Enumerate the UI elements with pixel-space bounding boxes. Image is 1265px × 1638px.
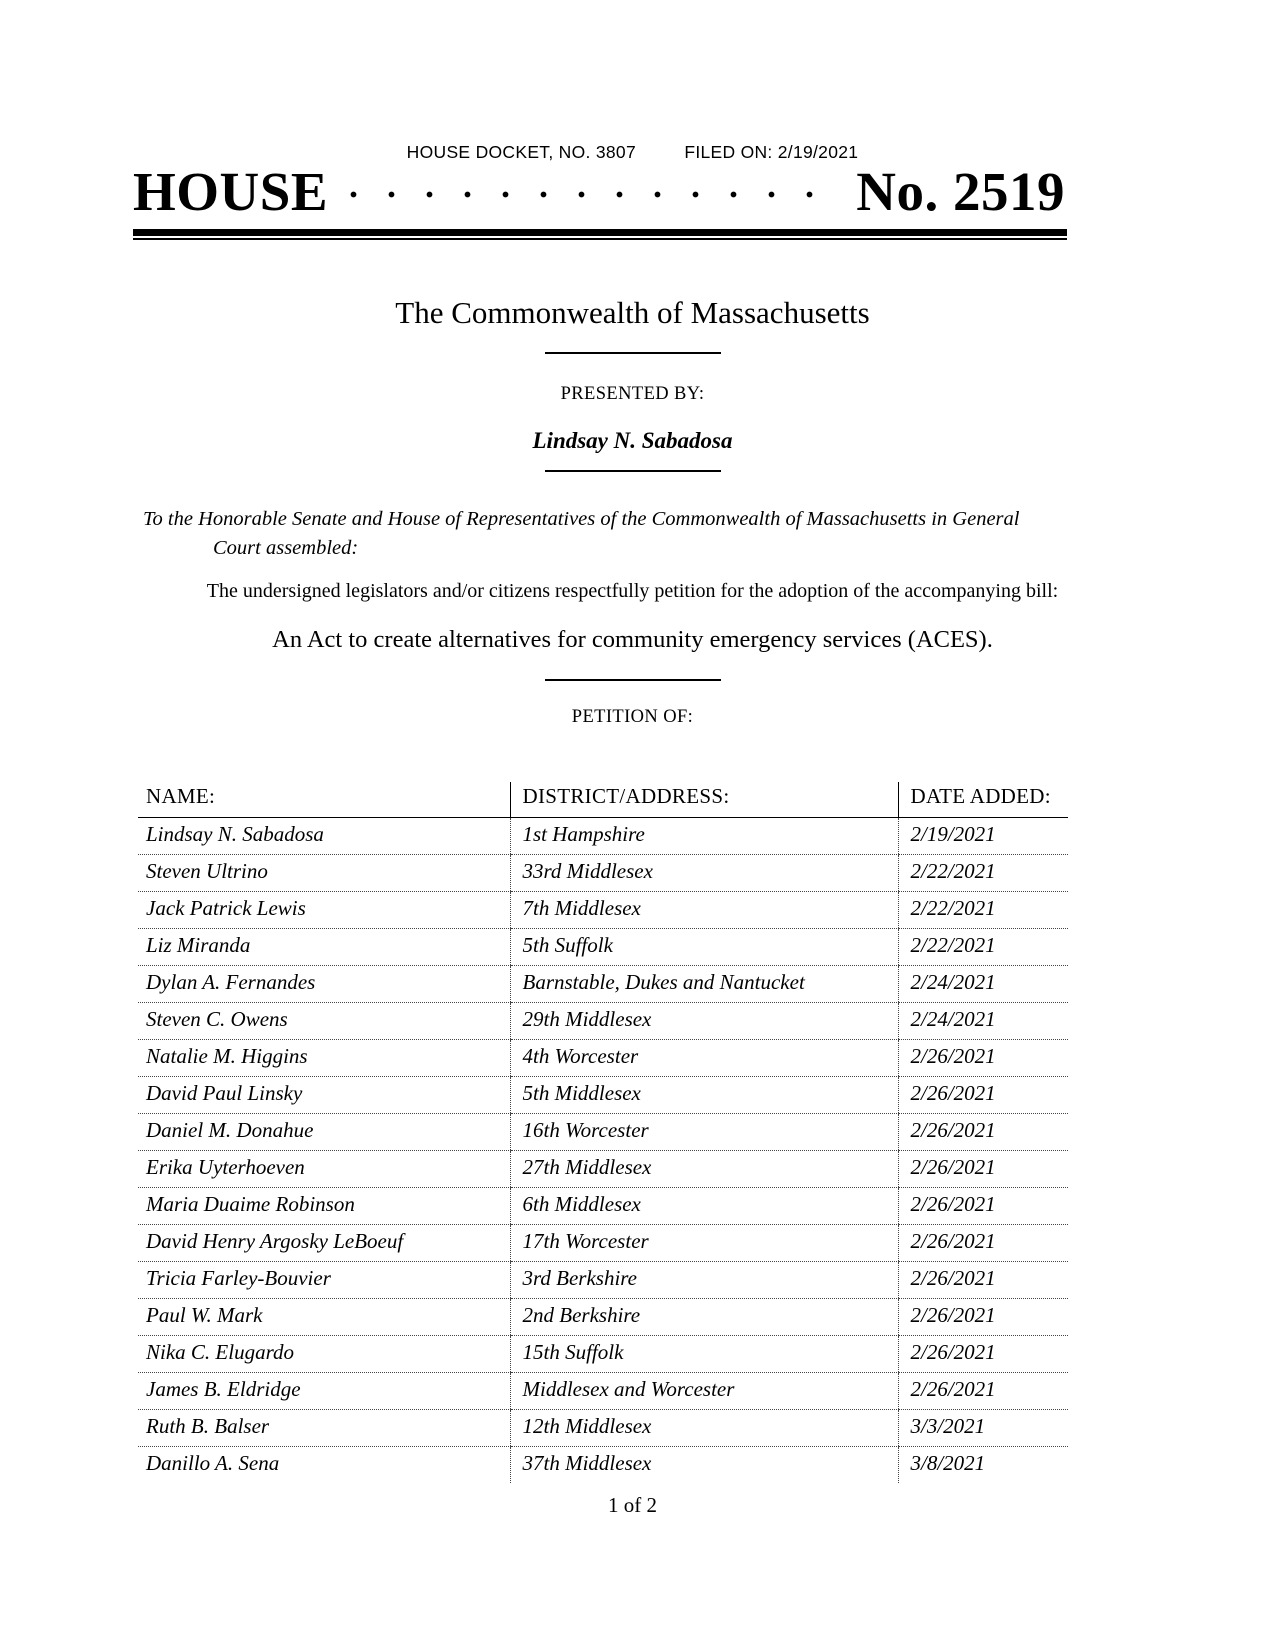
petitioner-date-added: 2/26/2021 — [898, 1262, 1068, 1299]
petitioner-name: Natalie M. Higgins — [138, 1040, 510, 1077]
petitioner-date-added: 2/26/2021 — [898, 1299, 1068, 1336]
column-header-date: DATE ADDED: — [898, 782, 1068, 818]
petitioner-date-added: 2/26/2021 — [898, 1040, 1068, 1077]
petitioner-name: Steven Ultrino — [138, 855, 510, 892]
act-title: An Act to create alternatives for community emergency services (ACES). — [272, 626, 993, 653]
addressee-paragraph — [143, 505, 1023, 563]
petitioner-district: 1st Hampshire — [510, 818, 898, 855]
bill-number: No. 2519 — [856, 161, 1065, 222]
table-row — [138, 1262, 1068, 1299]
petitioner-name: Maria Duaime Robinson — [138, 1188, 510, 1225]
rule-thick — [133, 229, 1067, 236]
presenter-name: Lindsay N. Sabadosa — [532, 428, 733, 453]
petitioner-district: 15th Suffolk — [510, 1336, 898, 1373]
table-row — [138, 855, 1068, 892]
petitioner-name: David Paul Linsky — [138, 1077, 510, 1114]
addressee-line-1: To the Honorable Senate and House of Representatives of the Commonwealth of Massachusetts in General — [143, 508, 1020, 530]
table-row — [138, 1114, 1068, 1151]
petition-of-label: PETITION OF: — [571, 707, 694, 727]
petitioner-name: Tricia Farley-Bouvier — [138, 1262, 510, 1299]
petitioner-district: 4th Worcester — [510, 1040, 898, 1077]
petitioner-district: 16th Worcester — [510, 1114, 898, 1151]
column-header-name: NAME: — [138, 782, 510, 818]
table-row — [138, 1040, 1068, 1077]
petitioner-date-added: 2/26/2021 — [898, 1336, 1068, 1373]
petitioner-name: David Henry Argosky LeBoeuf — [138, 1225, 510, 1262]
petition-table — [138, 782, 1068, 1483]
petitioner-district: 33rd Middlesex — [510, 855, 898, 892]
petitioner-date-added: 2/22/2021 — [898, 892, 1068, 929]
petitioner-district: 6th Middlesex — [510, 1188, 898, 1225]
petitioner-date-added: 2/24/2021 — [898, 966, 1068, 1003]
table-row — [138, 1225, 1068, 1262]
petitioner-date-added: 2/26/2021 — [898, 1151, 1068, 1188]
petitioner-date-added: 2/26/2021 — [898, 1225, 1068, 1262]
column-header-district: DISTRICT/ADDRESS: — [510, 782, 898, 818]
petitioner-district: Barnstable, Dukes and Nantucket — [510, 966, 898, 1003]
petitioner-date-added: 2/26/2021 — [898, 1114, 1068, 1151]
table-row — [138, 1447, 1068, 1484]
commonwealth-title: The Commonwealth of Massachusetts — [395, 295, 870, 330]
table-row — [138, 1410, 1068, 1447]
masthead-double-rule — [133, 229, 1067, 240]
petitioner-district: 7th Middlesex — [510, 892, 898, 929]
petitioner-date-added: 2/24/2021 — [898, 1003, 1068, 1040]
petitioner-name: Jack Patrick Lewis — [138, 892, 510, 929]
petitioner-district: 2nd Berkshire — [510, 1299, 898, 1336]
table-row — [138, 929, 1068, 966]
petitioner-district: 5th Middlesex — [510, 1077, 898, 1114]
petitioner-district: Middlesex and Worcester — [510, 1373, 898, 1410]
page-footer: 1 of 2 — [608, 1493, 657, 1517]
petitioner-district: 12th Middlesex — [510, 1410, 898, 1447]
petitioner-district: 3rd Berkshire — [510, 1262, 898, 1299]
table-row — [138, 1299, 1068, 1336]
divider-rule-1 — [545, 352, 721, 354]
petitioner-name: Nika C. Elugardo — [138, 1336, 510, 1373]
petitioner-date-added: 2/26/2021 — [898, 1373, 1068, 1410]
table-row — [138, 1151, 1068, 1188]
petitioner-name: Steven C. Owens — [138, 1003, 510, 1040]
table-row — [138, 1373, 1068, 1410]
petitioner-district: 5th Suffolk — [510, 929, 898, 966]
docket-header — [0, 142, 1265, 163]
table-row — [138, 1077, 1068, 1114]
petition-table-body — [138, 818, 1068, 1484]
chamber-label: HOUSE — [133, 161, 329, 222]
petitioner-date-added: 2/26/2021 — [898, 1077, 1068, 1114]
petitioner-date-added: 2/19/2021 — [898, 818, 1068, 855]
petitioner-district: 17th Worcester — [510, 1225, 898, 1262]
petitioner-name: Daniel M. Donahue — [138, 1114, 510, 1151]
petitioner-name: Ruth B. Balser — [138, 1410, 510, 1447]
divider-rule-3 — [545, 679, 721, 681]
petitioner-name: Lindsay N. Sabadosa — [138, 818, 510, 855]
petitioner-district: 37th Middlesex — [510, 1447, 898, 1484]
petitioner-name: Dylan A. Fernandes — [138, 966, 510, 1003]
filed-on-date: FILED ON: 2/19/2021 — [684, 142, 859, 162]
divider-rule-2 — [545, 470, 721, 472]
petitioner-district: 27th Middlesex — [510, 1151, 898, 1188]
table-row — [138, 966, 1068, 1003]
petitioner-date-added: 2/22/2021 — [898, 855, 1068, 892]
addressee-line-2: Court assembled: — [213, 537, 359, 560]
petitioner-name: Paul W. Mark — [138, 1299, 510, 1336]
petitioner-date-added: 2/22/2021 — [898, 929, 1068, 966]
table-header-row — [138, 782, 1068, 818]
rule-thin — [133, 238, 1067, 240]
docket-number: HOUSE DOCKET, NO. 3807 — [406, 142, 636, 162]
dot-leader — [350, 169, 842, 215]
petitioner-district: 29th Middlesex — [510, 1003, 898, 1040]
table-row — [138, 1188, 1068, 1225]
presented-by-label: PRESENTED BY: — [560, 384, 705, 404]
petitioner-name: Liz Miranda — [138, 929, 510, 966]
petitioner-date-added: 3/3/2021 — [898, 1410, 1068, 1447]
table-row — [138, 1336, 1068, 1373]
petitioner-name: Danillo A. Sena — [146, 1451, 280, 1475]
petitioner-date-added: 3/8/2021 — [898, 1447, 1068, 1484]
bill-masthead — [133, 161, 1065, 222]
table-row — [138, 892, 1068, 929]
table-row — [138, 818, 1068, 855]
undersigned-paragraph: The undersigned legislators and/or citizens respectfully petition for the adoption of the accompanying bill: — [206, 580, 1059, 602]
table-row — [138, 1003, 1068, 1040]
petitioner-name: James B. Eldridge — [138, 1373, 510, 1410]
petitioner-date-added: 2/26/2021 — [898, 1188, 1068, 1225]
petitioner-name: Erika Uyterhoeven — [138, 1151, 510, 1188]
